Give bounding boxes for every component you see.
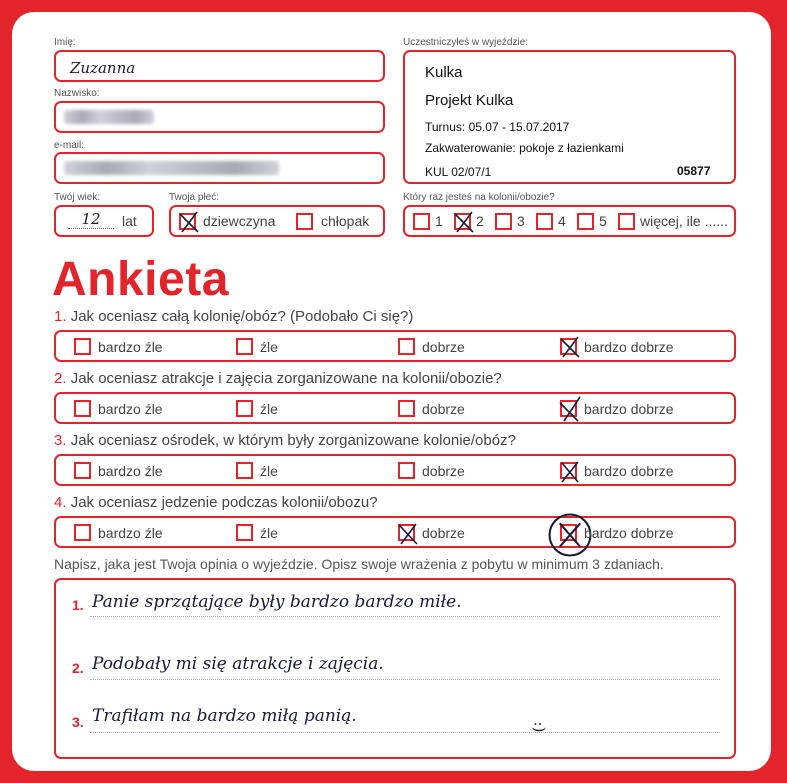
q1-checkbox-dobrze[interactable] bbox=[398, 338, 415, 355]
times-option-5: 5 bbox=[599, 213, 607, 229]
smiley: :) bbox=[530, 721, 549, 733]
surname-field[interactable] bbox=[54, 101, 385, 133]
q4-checkbox-dobrze[interactable] bbox=[398, 524, 415, 541]
times-checkbox-5[interactable] bbox=[577, 213, 594, 230]
q2-checkbox-zle[interactable] bbox=[236, 400, 253, 417]
trip-label: Uczestniczyłeś w wyjeździe: bbox=[403, 37, 529, 48]
q4-checkbox-bardzo-dobrze[interactable] bbox=[560, 524, 577, 541]
times-group bbox=[403, 205, 736, 237]
gender-group bbox=[169, 205, 385, 237]
q3-checkbox-zle[interactable] bbox=[236, 462, 253, 479]
q1-option-bardzo-dobrze: bardzo dobrze bbox=[584, 339, 674, 355]
email-label: e-mail: bbox=[54, 140, 85, 151]
question-4-num: 4. bbox=[54, 494, 67, 511]
age-field[interactable] bbox=[54, 205, 154, 237]
email-field[interactable] bbox=[54, 152, 385, 184]
q4-option-bardzo-zle: bardzo źle bbox=[98, 525, 163, 541]
survey-sheet bbox=[12, 12, 771, 771]
answer-3-text: Trafiłam na bardzo miłą panią. bbox=[92, 706, 357, 726]
times-checkbox-4[interactable] bbox=[536, 213, 553, 230]
times-checkbox-more[interactable] bbox=[618, 213, 635, 230]
surname-label: Nazwisko: bbox=[54, 88, 100, 99]
redacted-email bbox=[64, 161, 279, 175]
q4-checkbox-bardzo-zle[interactable] bbox=[74, 524, 91, 541]
q1-option-zle: źle bbox=[260, 339, 278, 355]
trip-turnus bbox=[425, 120, 569, 134]
q3-option-bardzo-zle: bardzo źle bbox=[98, 463, 163, 479]
redacted-surname bbox=[64, 110, 154, 124]
gender-checkbox-girl[interactable] bbox=[179, 213, 196, 230]
q2-checkbox-bardzo-dobrze[interactable] bbox=[560, 400, 577, 417]
answer-3-line bbox=[90, 732, 720, 733]
survey-title: Ankieta bbox=[52, 253, 229, 306]
q2-option-bardzo-dobrze: bardzo dobrze bbox=[584, 401, 674, 417]
times-option-2: 2 bbox=[476, 213, 484, 229]
question-4-title bbox=[54, 494, 378, 511]
question-3-num: 3. bbox=[54, 432, 67, 449]
q2-checkbox-dobrze[interactable] bbox=[398, 400, 415, 417]
question-4-options bbox=[54, 516, 736, 548]
question-4-text: Jak oceniasz jedzenie podczas kolonii/obozu? bbox=[70, 494, 378, 511]
q1-checkbox-bardzo-zle[interactable] bbox=[74, 338, 91, 355]
times-checkbox-2[interactable] bbox=[454, 213, 471, 230]
question-3-text: Jak oceniasz ośrodek, w którym były zorganizowane kolonie/obóz? bbox=[70, 432, 516, 449]
times-checkbox-3[interactable] bbox=[495, 213, 512, 230]
q3-checkbox-bardzo-dobrze[interactable] bbox=[560, 462, 577, 479]
name-label: Imię: bbox=[54, 37, 76, 48]
trip-code: KUL 02/07/1 bbox=[425, 165, 492, 179]
q3-option-bardzo-dobrze: bardzo dobrze bbox=[584, 463, 674, 479]
question-2-options bbox=[54, 392, 736, 424]
q1-option-dobrze: dobrze bbox=[422, 339, 465, 355]
gender-checkbox-boy[interactable] bbox=[296, 213, 313, 230]
q3-option-dobrze: dobrze bbox=[422, 463, 465, 479]
question-1-num: 1. bbox=[54, 308, 67, 325]
q1-checkbox-bardzo-dobrze[interactable] bbox=[560, 338, 577, 355]
q2-option-bardzo-zle: bardzo źle bbox=[98, 401, 163, 417]
question-1-title bbox=[54, 308, 413, 325]
trip-name: Kulka bbox=[425, 64, 463, 81]
times-option-1: 1 bbox=[435, 213, 443, 229]
question-3-title bbox=[54, 432, 516, 449]
name-value: Zuzanna bbox=[70, 59, 136, 77]
times-checkbox-1[interactable] bbox=[413, 213, 430, 230]
times-option-4: 4 bbox=[558, 213, 566, 229]
question-1-options bbox=[54, 330, 736, 362]
q3-checkbox-bardzo-zle[interactable] bbox=[74, 462, 91, 479]
gender-option-girl: dziewczyna bbox=[203, 213, 276, 229]
trip-number: 05877 bbox=[677, 164, 711, 178]
opinion-box[interactable] bbox=[54, 578, 736, 759]
turnus-value: 05.07 - 15.07.2017 bbox=[468, 120, 570, 134]
answer-2-line bbox=[90, 679, 720, 680]
q2-option-dobrze: dobrze bbox=[422, 401, 465, 417]
q1-option-bardzo-zle: bardzo źle bbox=[98, 339, 163, 355]
question-2-text: Jak oceniasz atrakcje i zajęcia zorganizowane na kolonii/obozie? bbox=[70, 370, 502, 387]
q4-checkbox-zle[interactable] bbox=[236, 524, 253, 541]
name-field[interactable] bbox=[54, 50, 385, 82]
accommodation-label: Zakwaterowanie: bbox=[425, 141, 516, 155]
age-unit: lat bbox=[122, 213, 137, 229]
answer-1-text: Panie sprzątające były bardzo bardzo miłe. bbox=[92, 592, 462, 612]
gender-option-boy: chłopak bbox=[321, 213, 370, 229]
q3-option-zle: źle bbox=[260, 463, 278, 479]
answer-1-num: 1. bbox=[72, 597, 84, 613]
accommodation-value: pokoje z łazienkami bbox=[519, 141, 624, 155]
answer-1-line bbox=[90, 616, 720, 617]
q1-checkbox-zle[interactable] bbox=[236, 338, 253, 355]
q4-option-zle: źle bbox=[260, 525, 278, 541]
times-option-3: 3 bbox=[517, 213, 525, 229]
answer-2-num: 2. bbox=[72, 660, 84, 676]
q4-option-dobrze: dobrze bbox=[422, 525, 465, 541]
trip-accommodation bbox=[425, 141, 624, 155]
trip-info-box bbox=[403, 50, 736, 184]
q2-option-zle: źle bbox=[260, 401, 278, 417]
question-2-title bbox=[54, 370, 502, 387]
age-value: 12 bbox=[68, 206, 114, 229]
turnus-label: Turnus: bbox=[425, 120, 466, 134]
answer-2-text: Podobały mi się atrakcje i zajęcia. bbox=[92, 654, 384, 674]
q2-checkbox-bardzo-zle[interactable] bbox=[74, 400, 91, 417]
opinion-prompt: Napisz, jaka jest Twoja opinia o wyjeździe. Opisz swoje wrażenia z pobytu w minimum 3 zdaniach. bbox=[54, 556, 664, 572]
question-3-options bbox=[54, 454, 736, 486]
question-1-text: Jak oceniasz całą kolonię/obóz? (Podobało Ci się?) bbox=[70, 308, 414, 325]
age-label: Twój wiek: bbox=[54, 192, 101, 203]
trip-project: Projekt Kulka bbox=[425, 92, 514, 109]
times-label: Który raz jesteś na kolonii/obozie? bbox=[403, 192, 555, 203]
q4-option-bardzo-dobrze: bardzo dobrze bbox=[584, 525, 674, 541]
gender-label: Twoja płeć: bbox=[169, 192, 220, 203]
question-2-num: 2. bbox=[54, 370, 67, 387]
times-option-more: więcej, ile ...... bbox=[640, 213, 728, 229]
answer-3-num: 3. bbox=[72, 714, 84, 730]
q3-checkbox-dobrze[interactable] bbox=[398, 462, 415, 479]
